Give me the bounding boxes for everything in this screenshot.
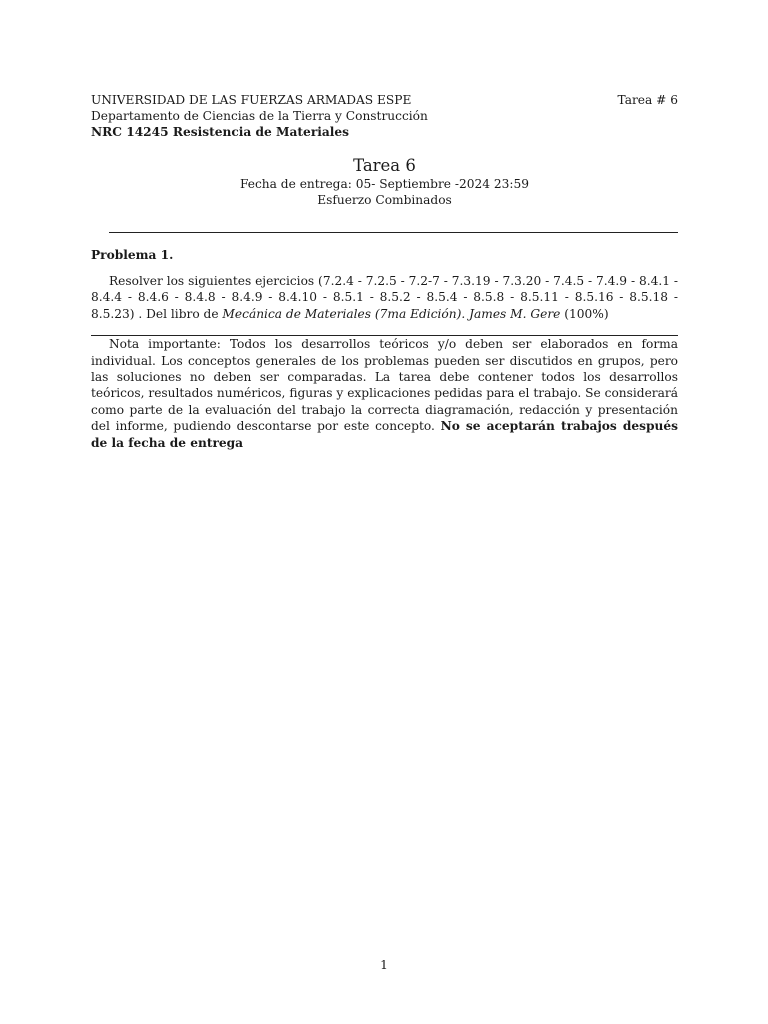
task-tag: Tarea # 6 <box>617 93 678 107</box>
problem-weight: (100%) <box>560 306 609 321</box>
book-reference: Mecánica de Materiales (7ma Edición). James M. Gere <box>222 306 561 321</box>
document-page <box>91 92 678 451</box>
department-name: Departamento de Ciencias de la Tierra y Construcción <box>91 109 428 123</box>
problem-text: Resolver los siguientes ejercicios (7.2.4 - 7.2.5 - 7.2-7 - 7.3.19 - 7.3.20 - 7.4.5 - 7.4.9 - 8.4.1 - 8.4.4 - 8.4.6 - 8.4.8 - 8.4.9 - 8.4.10 - 8.5.1 - 8.5.2 - 8.5.4 - 8.5.8 - 8.5.11 - 8.5.16 - 8.5.18 - 8.5.23) . Del libro de <box>91 274 678 321</box>
note-box <box>91 335 678 451</box>
title-divider <box>109 232 678 233</box>
topic: Esfuerzo Combinados <box>317 193 452 207</box>
page-number: 1 <box>380 958 388 972</box>
problem-body <box>91 273 678 322</box>
note-text: Nota importante: Todos los desarrollos teóricos y/o deben ser elaborados en forma individual. Los conceptos generales de los problemas pueden ser discutidos en grupos, pero las soluciones no deben ser comparadas. La tarea debe contener todos los desarrollos teóricos, resultados numéricos, figuras y explicaciones pedidas para el trabajo. Se considerará como parte de la evaluación del trabajo la correcta diagramación, redacción y presentación del informe, pudiendo descontarse por este concepto. <box>91 337 678 434</box>
header-row <box>91 92 678 108</box>
note-paragraph <box>91 336 678 451</box>
document-title: Tarea 6 <box>353 156 416 175</box>
course-name: NRC 14245 Resistencia de Materiales <box>91 125 350 139</box>
note-deadline-warning: No se aceptarán trabajos después de la fecha de entrega <box>91 419 678 450</box>
title-block <box>91 156 678 208</box>
university-name: UNIVERSIDAD DE LAS FUERZAS ARMADAS ESPE <box>91 93 412 107</box>
due-date: Fecha de entrega: 05- Septiembre -2024 23:59 <box>239 177 530 191</box>
problem-heading: Problema 1. <box>91 248 174 262</box>
